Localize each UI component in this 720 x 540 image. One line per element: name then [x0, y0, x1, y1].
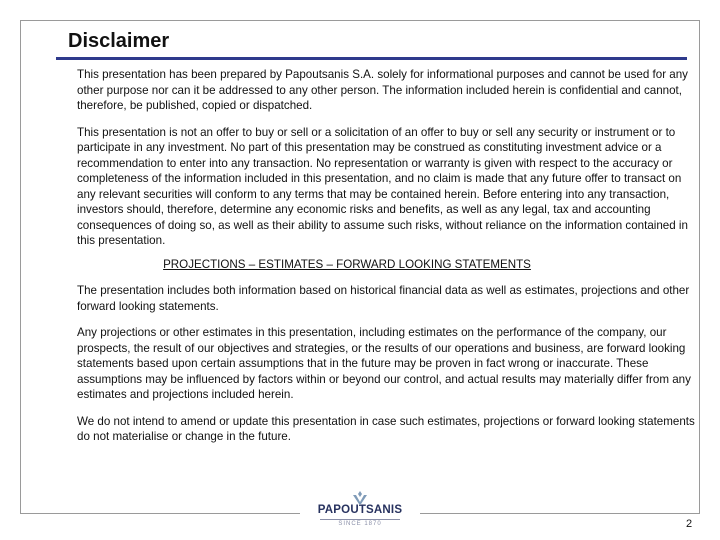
company-logo	[300, 490, 420, 534]
page-title: Disclaimer	[68, 30, 170, 52]
paragraph-estimates: Any projections or other estimates in this presentation, including estimates on the performance of the company, our prospects, the result of our objectives and strategies, or the results of our operations and business, are forward looking statements based upon certain assumptions that in the future may be proven in fact wrong or inaccurate. These assumptions may be influenced by factors within or beyond our control, and actual results may materially differ from any estimates and projections included herein.	[77, 326, 691, 401]
paragraph-no-offer: This presentation is not an offer to buy or sell or a solicitation of an offer to buy or sell any security or instrument or to participate in any investment. No part of this presentation may be construed as constituting investment advice or a recommendation to enter into any transaction. No representation or warranty is given with respect to the accuracy or completeness of the information included in this presentation, and no claim is made that any future offer to transact on any relevant securities will conform to any terms that may be contained herein. Before entering into any transaction, investors should, therefore, determine any economic risks and benefits, as well as any legal, tax and accounting consequences of doing so, as well as their ability to assume such risks, without reliance on the information contained in this presentation.	[77, 125, 688, 247]
logo-wordmark: PAPOUTSANIS	[317, 504, 403, 516]
logo-emblem-icon	[348, 490, 372, 504]
paragraph-no-update: We do not intend to amend or update this presentation in case such estimates, projections or forward looking statements do not materialise or change in the future.	[77, 414, 695, 443]
section-heading-projections: PROJECTIONS – ESTIMATES – FORWARD LOOKING STATEMENTS	[163, 257, 531, 271]
page-number: 2	[686, 518, 693, 530]
paragraph-purpose: This presentation has been prepared by Papoutsanis S.A. solely for informational purposes and cannot be used for any other purpose nor can it be addressed to any other person. The information included herein is confidential and cannot, therefore, be published, copied or dispatched.	[77, 68, 688, 112]
logo-tagline: SINCE 1870	[338, 521, 382, 527]
title-underline	[56, 57, 687, 60]
logo-divider	[320, 519, 400, 520]
paragraph-forward-looking: The presentation includes both information based on historical financial data as well as estimates, projections and other forward looking statements.	[77, 284, 690, 313]
disclaimer-body	[77, 67, 697, 456]
